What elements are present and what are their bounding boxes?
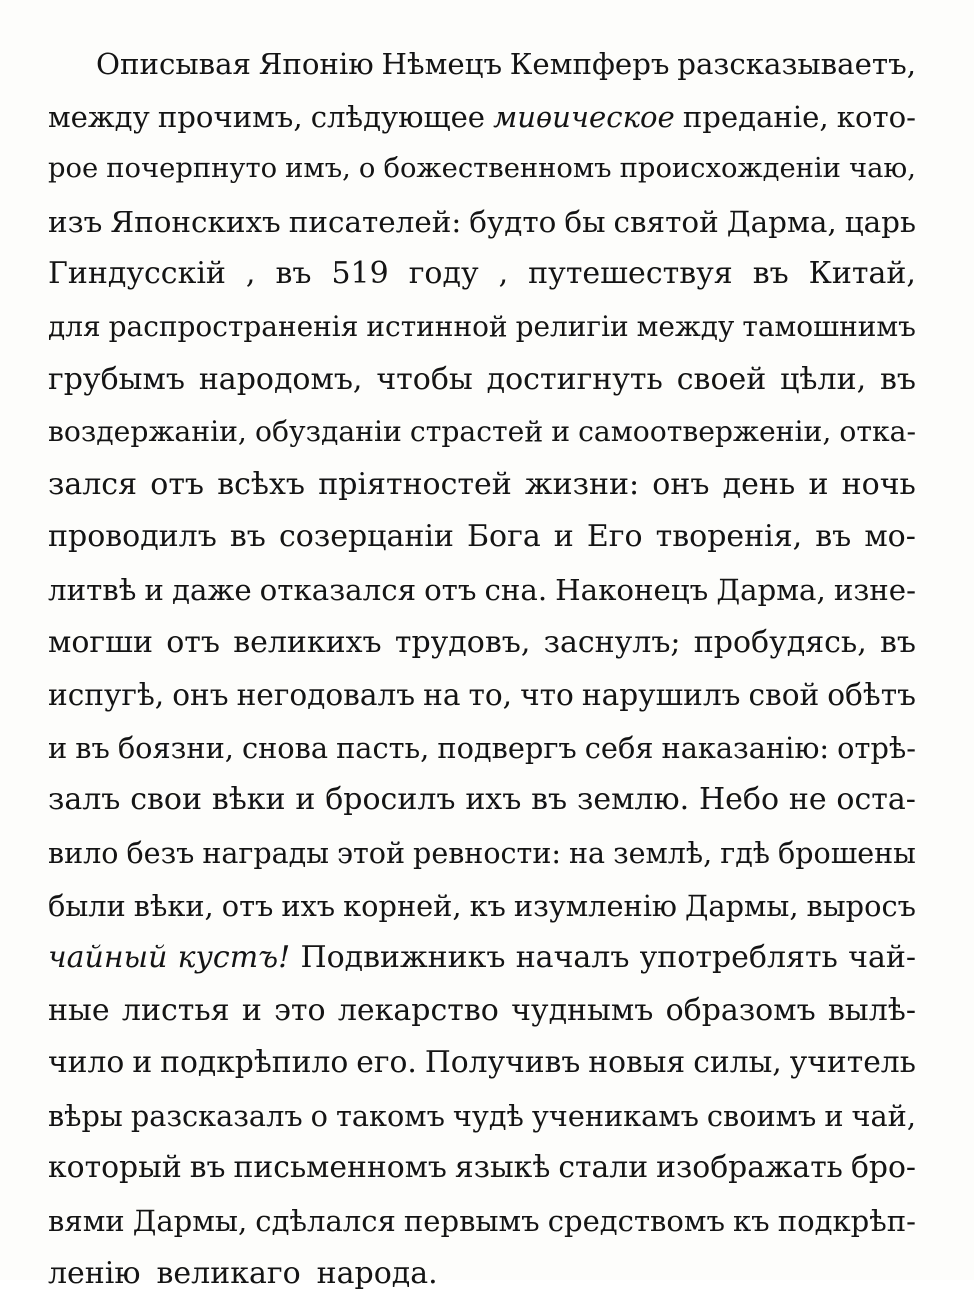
word: учитель — [789, 1045, 916, 1081]
word: въ — [229, 519, 266, 555]
word: отка- — [839, 415, 916, 449]
word: тамошнимъ — [742, 309, 916, 343]
word: литвѣ — [48, 572, 137, 607]
word: мо- — [864, 519, 916, 555]
word: воздержаніи, — [48, 415, 247, 449]
text-line — [48, 248, 916, 301]
word: Его — [586, 519, 643, 555]
word: ихъ — [281, 888, 336, 923]
word: преданіе, — [682, 99, 829, 134]
word: народа. — [316, 1255, 438, 1291]
text-line — [48, 617, 916, 670]
word: сдѣлался — [255, 1204, 396, 1239]
word: испугѣ, — [48, 678, 165, 713]
word: этой — [337, 835, 406, 870]
word: образомъ — [665, 992, 816, 1028]
word: и — [553, 519, 574, 555]
word: путешествуя — [528, 256, 733, 292]
word: Наконецъ — [555, 572, 709, 607]
word: пробудясь, — [693, 624, 867, 660]
word: корней, — [343, 888, 462, 923]
word: его. — [356, 1045, 417, 1081]
word: будто — [469, 204, 557, 239]
word: снова — [241, 730, 329, 765]
italic-word: чайный — [48, 940, 168, 976]
word: землю. — [576, 782, 690, 818]
word: ленію — [48, 1255, 141, 1291]
word: созерцаніи — [278, 519, 454, 555]
text-line — [48, 564, 916, 617]
word: всѣхъ — [217, 466, 306, 502]
word: Дармы, — [132, 1204, 248, 1239]
word: такомъ — [335, 1098, 445, 1133]
text-line — [48, 1037, 916, 1090]
word: оста- — [836, 782, 916, 818]
word: обѣтъ — [827, 678, 916, 713]
text-line — [48, 511, 916, 564]
word: имъ, — [285, 153, 351, 185]
word: изумленію — [513, 888, 677, 923]
word: и — [551, 415, 571, 449]
text-line — [48, 91, 916, 144]
word: новыя — [588, 1045, 686, 1081]
word: что — [520, 678, 574, 713]
word: свой — [748, 678, 820, 713]
word: на — [569, 835, 606, 870]
word: бро- — [850, 1150, 916, 1186]
word: отказался — [259, 572, 417, 607]
word: прочимъ, — [157, 99, 303, 134]
text-line — [48, 1090, 916, 1143]
word: и — [808, 466, 829, 502]
text-paragraph — [48, 38, 916, 1300]
word: въ — [531, 782, 568, 818]
word: отъ — [221, 888, 274, 923]
word: въ — [75, 730, 110, 765]
text-line — [48, 143, 916, 196]
word: день — [722, 466, 796, 502]
word: Небо — [698, 782, 780, 818]
word: и — [132, 1045, 153, 1081]
word: подкрѣп- — [777, 1204, 916, 1239]
word: народомъ, — [198, 361, 363, 397]
word: нарушилъ — [581, 678, 741, 713]
word: о — [358, 153, 376, 185]
text-line — [48, 722, 916, 775]
word: въ — [880, 361, 916, 397]
word: жизни: — [525, 466, 640, 502]
word: письменномъ — [233, 1150, 447, 1186]
word: свои — [130, 782, 202, 818]
word: великихъ — [233, 624, 382, 660]
text-line — [48, 459, 916, 512]
word: изображать — [656, 1150, 843, 1186]
word: выросъ — [806, 888, 916, 923]
word: о — [310, 1098, 328, 1133]
text-line — [48, 38, 916, 91]
word: изне- — [833, 572, 916, 607]
text-line — [48, 196, 916, 249]
word: и — [295, 782, 316, 818]
word: и — [48, 730, 68, 765]
word: чай, — [851, 1098, 916, 1133]
word: къ — [733, 1204, 770, 1239]
word: онъ — [172, 678, 229, 713]
word: религіи — [515, 309, 629, 343]
word: онъ — [652, 466, 710, 502]
text-line — [48, 1195, 916, 1248]
word: своей — [676, 361, 767, 397]
italic-word: миѳическое — [493, 99, 675, 134]
word: году — [408, 256, 479, 292]
word: слѣдующее — [310, 99, 486, 134]
text-line — [48, 985, 916, 1038]
word: вѣки, — [133, 888, 214, 923]
word: самоотверженіи, — [578, 415, 832, 449]
text-line — [48, 827, 916, 880]
word: Бога — [467, 519, 541, 555]
word: гдѣ — [720, 835, 771, 870]
word: почерпнуто — [106, 153, 278, 185]
word: достигнуть — [486, 361, 663, 397]
word: языкѣ — [454, 1150, 551, 1186]
word: негодовалъ — [236, 678, 416, 713]
text-line — [48, 774, 916, 827]
word: ные — [48, 992, 110, 1028]
word: на — [423, 678, 461, 713]
italic-word: кустъ! — [177, 940, 291, 976]
text-line — [48, 880, 916, 933]
word: Подвижникъ — [300, 940, 506, 976]
word: Дармы, — [685, 888, 799, 923]
word: ночь — [841, 466, 916, 502]
word: Нѣмецъ — [381, 47, 503, 81]
text-line — [48, 932, 916, 985]
word: себя — [584, 730, 654, 765]
text-line — [48, 301, 916, 354]
word: Дарма, — [716, 572, 826, 607]
word: вылѣ- — [827, 992, 916, 1028]
word: между — [636, 309, 735, 343]
word: землѣ, — [613, 835, 713, 870]
word: брошены — [778, 835, 916, 870]
word: вѣры — [48, 1098, 123, 1133]
word: бы — [564, 204, 606, 239]
text-line — [48, 669, 916, 722]
word: распространенія — [108, 309, 359, 343]
text-line — [48, 1142, 916, 1195]
word: были — [48, 888, 126, 923]
word: божественномъ — [383, 153, 612, 185]
word: чаю, — [848, 153, 916, 185]
word: боязни, — [117, 730, 234, 765]
word: и — [824, 1098, 844, 1133]
word: кото- — [836, 99, 916, 134]
word: не — [788, 782, 827, 818]
word: ревности: — [413, 835, 561, 870]
word: писателей: — [288, 204, 462, 239]
word: рое — [48, 153, 99, 185]
word: Дарма, — [726, 204, 837, 239]
word: наказанію: — [661, 730, 830, 765]
word: силы, — [693, 1045, 782, 1081]
word: Гиндусскій — [48, 256, 226, 292]
word: ихъ — [465, 782, 522, 818]
word: и — [241, 992, 262, 1028]
text-line — [48, 354, 916, 407]
word: чудѣ — [452, 1098, 524, 1133]
word: великаго — [156, 1255, 301, 1291]
word: творенія, — [655, 519, 803, 555]
word: Кемпферъ — [509, 47, 670, 81]
word: подкрѣпило — [160, 1045, 349, 1081]
word: своимъ — [706, 1098, 817, 1133]
word: бросилъ — [325, 782, 456, 818]
word: трудовъ, — [394, 624, 531, 660]
word: чуднымъ — [511, 992, 654, 1028]
word: отъ — [150, 466, 205, 502]
word: въ — [189, 1150, 226, 1186]
word: первымъ — [403, 1204, 540, 1239]
word: который — [48, 1150, 182, 1186]
word: Описывая — [96, 47, 251, 81]
word: цѣли, — [780, 361, 867, 397]
word: пасть, — [336, 730, 430, 765]
word: подвергъ — [437, 730, 577, 765]
word: обузданіи — [254, 415, 402, 449]
word: награды — [202, 835, 329, 870]
word: Японію — [258, 47, 374, 81]
word: лекарство — [337, 992, 499, 1028]
word: къ — [469, 888, 506, 923]
word: отрѣ- — [837, 730, 916, 765]
word: страстей — [409, 415, 544, 449]
word: стали — [558, 1150, 649, 1186]
word: , — [498, 256, 509, 292]
word: въ — [752, 256, 789, 292]
word: Японскихъ — [110, 204, 281, 239]
word: вило — [48, 835, 119, 870]
word: употреблять — [639, 940, 838, 976]
word: могши — [48, 624, 153, 660]
word: для — [48, 309, 101, 343]
word: вѣки — [211, 782, 286, 818]
word: , — [245, 256, 256, 292]
word: Получивъ — [424, 1045, 581, 1081]
text-line — [48, 406, 916, 459]
word: сна. — [484, 572, 548, 607]
word: то, — [468, 678, 513, 713]
word: происхожденіи — [619, 153, 841, 185]
word: разсказалъ — [130, 1098, 303, 1133]
word: безъ — [126, 835, 195, 870]
word: святой — [613, 204, 719, 239]
word: Китай, — [808, 256, 916, 292]
word: 519 — [331, 256, 389, 292]
word: вями — [48, 1204, 125, 1239]
word: залъ — [48, 782, 121, 818]
word: даже — [171, 572, 252, 607]
word: изъ — [48, 204, 103, 239]
word: началъ — [515, 940, 630, 976]
word: грубымъ — [48, 361, 185, 397]
word: и — [144, 572, 164, 607]
word: отъ — [166, 624, 220, 660]
word: ученикамъ — [531, 1098, 699, 1133]
text-line — [48, 1248, 916, 1300]
word: царь — [844, 204, 916, 239]
word: листья — [121, 992, 230, 1028]
word: въ — [275, 256, 312, 292]
word: въ — [815, 519, 852, 555]
word: въ — [880, 624, 916, 660]
word: истинной — [366, 309, 508, 343]
word: проводилъ — [48, 519, 217, 555]
word: пріятностей — [318, 466, 512, 502]
word: чило — [48, 1045, 125, 1081]
word: заснулъ; — [543, 624, 681, 660]
word: отъ — [424, 572, 477, 607]
word: чай- — [848, 940, 916, 976]
word: средствомъ — [547, 1204, 725, 1239]
word: разсказываетъ, — [677, 47, 916, 81]
word: зался — [48, 466, 138, 502]
word: чтобы — [376, 361, 473, 397]
word: это — [274, 992, 326, 1028]
word: между — [48, 99, 150, 134]
